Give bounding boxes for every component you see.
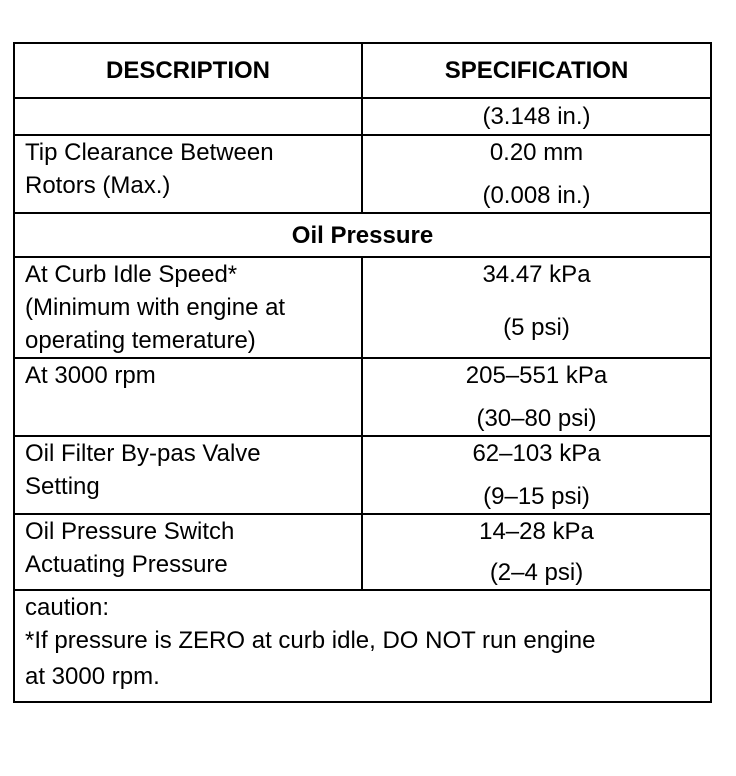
description-text: Oil Pressure Switch — [25, 518, 235, 545]
table-row — [14, 436, 711, 514]
spec-value: 34.47 kPa — [482, 261, 591, 288]
section-title: Oil Pressure — [14, 213, 711, 257]
section-row — [14, 213, 711, 257]
spec-value: 0.20 mm — [489, 139, 584, 166]
description-cell — [14, 358, 362, 436]
description-text: Tip Clearance Between — [25, 139, 274, 166]
table-row — [14, 98, 711, 135]
specification-cell — [362, 358, 711, 436]
specification-cell — [362, 98, 711, 135]
specification-cell — [362, 135, 711, 213]
specification-cell — [362, 514, 711, 590]
caution-text: at 3000 rpm. — [25, 663, 160, 690]
caution-label: caution: — [25, 594, 110, 621]
description-text: Actuating Pressure — [25, 551, 228, 578]
description-header: DESCRIPTION — [14, 43, 362, 98]
description-cell — [14, 436, 362, 514]
spec-value: (3.148 in.) — [482, 103, 591, 130]
description-text: At 3000 rpm — [25, 362, 156, 389]
description-text: Setting — [25, 473, 100, 500]
description-cell — [14, 257, 362, 358]
spec-value: (9–15 psi) — [483, 483, 590, 510]
description-cell — [14, 514, 362, 590]
spec-value: 62–103 kPa — [472, 440, 601, 467]
caution-text: *If pressure is ZERO at curb idle, DO NOT run engine — [25, 627, 596, 654]
spec-value: (30–80 psi) — [476, 405, 597, 432]
description-text: At Curb Idle Speed* — [25, 261, 238, 288]
description-text: (Minimum with engine at — [25, 294, 286, 321]
description-cell — [14, 135, 362, 213]
specification-cell — [362, 436, 711, 514]
spec-value: (2–4 psi) — [489, 559, 584, 586]
specification-cell — [362, 257, 711, 358]
description-text: Rotors (Max.) — [25, 172, 171, 199]
table-row — [14, 358, 711, 436]
table-row — [14, 514, 711, 590]
spec-value: 14–28 kPa — [479, 518, 594, 545]
header-row — [14, 43, 711, 98]
spec-value: (5 psi) — [503, 314, 570, 341]
spec-value: 205–551 kPa — [465, 362, 608, 389]
caution-note — [14, 590, 711, 702]
description-cell — [14, 98, 362, 135]
caution-row — [14, 590, 711, 702]
spec-value: (0.008 in.) — [482, 182, 591, 209]
table-row — [14, 135, 711, 213]
specification-header: SPECIFICATION — [362, 43, 711, 98]
table-row — [14, 257, 711, 358]
description-text: Oil Filter By-pas Valve — [25, 440, 261, 467]
specification-table — [13, 42, 712, 703]
description-text: operating temerature) — [25, 327, 256, 354]
